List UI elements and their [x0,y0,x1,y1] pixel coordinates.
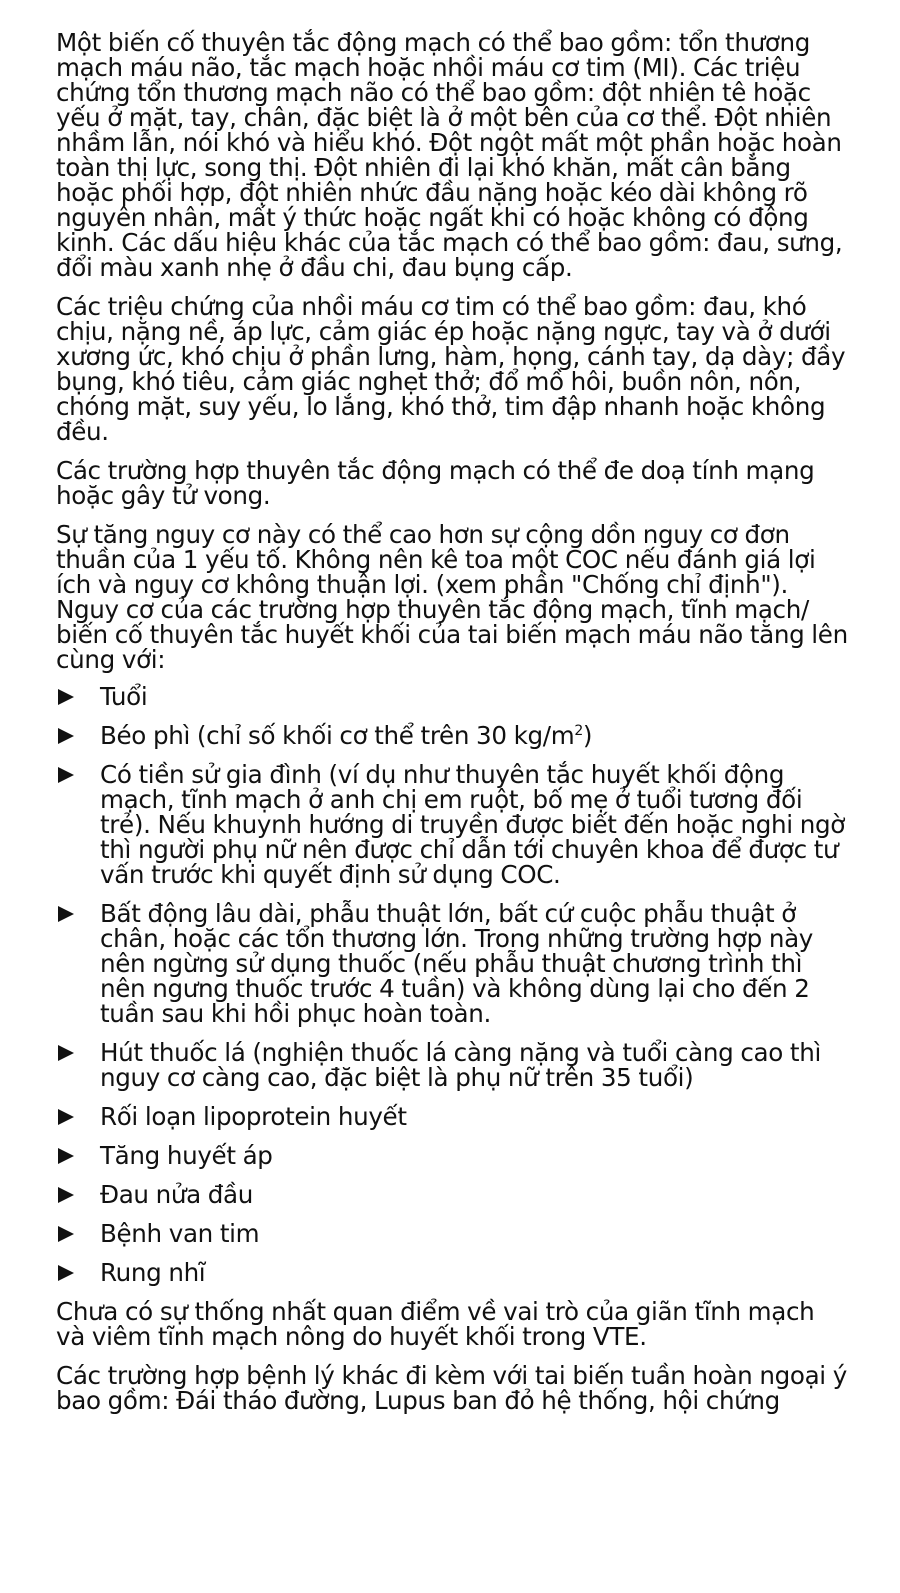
risk-factor-list [56,684,848,1285]
paragraph-other-conditions: Các trường hợp bệnh lý khác đi kèm với tai biến tuần hoàn ngoại ý bao gồm: Đái tháo đường, Lupus ban đỏ hệ thống, hội chứng [56,1361,847,1415]
list-item-text: Hút thuốc lá (nghiện thuốc lá càng nặng và tuổi càng cao thì nguy cơ càng cao, đặc biệt là phụ nữ trên 35 tuổi) [100,1038,821,1092]
list-item-text: Rối loạn lipoprotein huyết [100,1102,407,1131]
paragraph-varicose: Chưa có sự thống nhất quan điểm về vai trò của giãn tĩnh mạch và viêm tĩnh mạch nông do huyết khối trong VTE. [56,1297,815,1351]
triangle-right-icon [58,1187,74,1203]
list-item-text: Béo phì (chỉ số khối cơ thể trên 30 kg/m [100,721,575,750]
triangle-right-icon [58,1226,74,1242]
list-item-text-end: ) [582,721,593,750]
triangle-right-icon [58,1109,74,1125]
list-item [56,762,848,887]
triangle-right-icon [58,689,74,705]
paragraph-risk-factors-intro: Sự tăng nguy cơ này có thể cao hơn sự cộng dồn nguy cơ đơn thuần của 1 yếu tố. Không nên kê toa một COC nếu đánh giá lợi ích và nguy cơ không thuận lợi. (xem phần "Chống chỉ định"). Nguy cơ của các trường hợp thuyên tắc động mạch, tĩnh mạch/ biến cố thuyên tắc huyết khối của tai biến mạch máu não tăng lên cùng với: [56,520,848,674]
list-item [56,1040,848,1090]
document-page [56,30,848,1427]
list-item-text: Tuổi [100,682,148,711]
list-item [56,1143,848,1168]
triangle-right-icon [58,728,74,744]
paragraph-mi-symptoms: Các triệu chứng của nhồi máu cơ tim có thể bao gồm: đau, khó chịu, nặng nề, áp lực, cảm giác ép hoặc nặng ngực, tay và ở dưới xương ức, khó chịu ở phần lưng, hàm, họng, cánh tay, dạ dày; đầy bụng, khó tiêu, cảm giác nghẹt thở; đổ mồ hôi, buồn nôn, nôn, chóng mặt, suy yếu, lo lắng, khó thở, tim đập nhanh hoặc không đều. [56,292,846,446]
list-item-text: Đau nửa đầu [100,1180,254,1209]
paragraph-arterial-events: Một biến cố thuyên tắc động mạch có thể bao gồm: tổn thương mạch máu não, tắc mạch hoặc nhồi máu cơ tim (MI). Các triệu chứng tổn thương mạch não có thể bao gồm: đột nhiên tê hoặc yếu ở mặt, tay, chân, đặc biệt là ở một bên của cơ thể. Đột nhiên nhầm lẫn, nói khó và hiểu khó. Đột ngột mất một phần hoặc hoàn toàn thị lực, song thị. Đột nhiên đi lại khó khăn, mất cân bằng hoặc phối hợp, đột nhiên nhức đầu nặng hoặc kéo dài không rõ nguyên nhân, mất ý thức hoặc ngất khi có hoặc không có động kinh. Các dấu hiệu khác của tắc mạch có thể bao gồm: đau, sưng, đổi màu xanh nhẹ ở đầu chi, đau bụng cấp. [56,28,843,282]
list-item-text: Bất động lâu dài, phẫu thuật lớn, bất cứ cuộc phẫu thuật ở chân, hoặc các tổn thương lớn. Trong những trường hợp này nên ngừng sử dụng thuốc (nếu phẫu thuật chương trình thì nên ngưng thuốc trước 4 tuần) và không dùng lại cho đến 2 tuần sau khi hồi phục hoàn toàn. [100,899,814,1028]
triangle-right-icon [58,1045,74,1061]
list-item [56,684,848,709]
list-item-text: Rung nhĩ [100,1258,206,1287]
triangle-right-icon [58,1148,74,1164]
triangle-right-icon [58,767,74,783]
triangle-right-icon [58,906,74,922]
paragraph-life-threatening: Các trường hợp thuyên tắc động mạch có thể đe doạ tính mạng hoặc gây tử vong. [56,456,815,510]
list-item-text: Bệnh van tim [100,1219,260,1248]
list-item [56,901,848,1026]
list-item-text: Có tiền sử gia đình (ví dụ như thuyên tắc huyết khối động mạch, tĩnh mạch ở anh chị em ruột, bố mẹ ở tuổi tương đối trẻ). Nếu khuynh hướng di truyền được biết đến hoặc nghi ngờ thì người phụ nữ nên được chỉ dẫn tới chuyên khoa để được tư vấn trước khi quyết định sử dụng COC. [100,760,845,889]
triangle-right-icon [58,1265,74,1281]
list-item [56,1260,848,1285]
list-item [56,1104,848,1129]
list-item [56,1221,848,1246]
list-item [56,1182,848,1207]
list-item-text: Tăng huyết áp [100,1141,273,1170]
list-item [56,723,848,748]
superscript: 2 [574,722,583,739]
